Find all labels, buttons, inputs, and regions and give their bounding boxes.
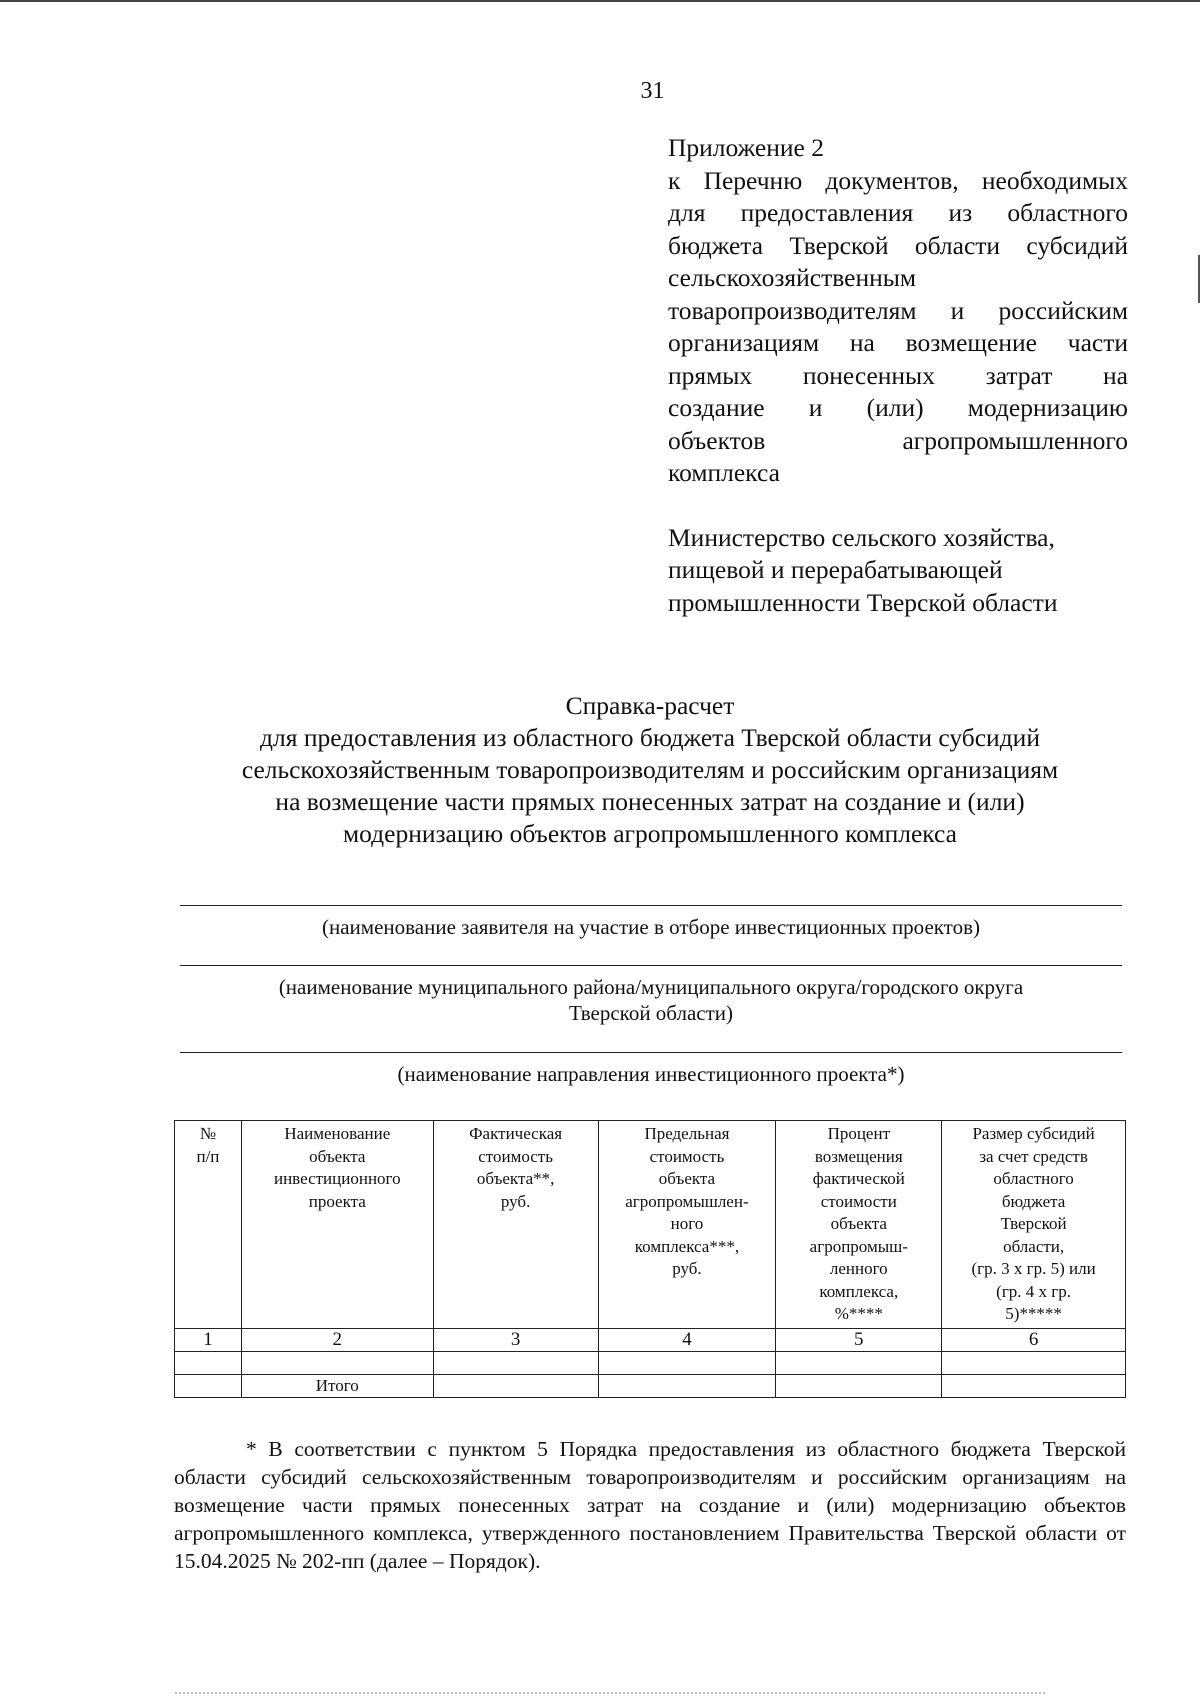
header-line: области, — [1003, 1236, 1065, 1256]
header-cell-subsidy — [942, 1121, 1126, 1329]
ministry-addressee — [668, 522, 1128, 620]
header-cell-limit-cost — [598, 1121, 776, 1329]
district-caption-line1: (наименование муниципального района/муниципального округа/городского округа — [278, 975, 1024, 999]
footnote-text: * В соответствии с пунктом 5 Порядка предоставления из областного бюджета Тверской области субсидий сельскохозяйственным товаропроизводителям и российским организациям на возмещение части прямых понесенных затрат на создание и (или) модернизацию объектов агропромышленного комплекса, утвержденного постановлением Правительства Тверской области от 15.04.2025 № 202-пп (далее – Порядок). — [174, 1437, 1126, 1573]
total-row — [175, 1374, 1126, 1397]
table-cell — [241, 1351, 433, 1374]
header-line: стоимость — [649, 1146, 725, 1166]
district-line — [180, 965, 1122, 966]
header-line: ного — [670, 1214, 704, 1233]
appendix-line: прямых понесенных затрат на — [668, 360, 1128, 390]
header-line: бюджета — [1001, 1191, 1066, 1211]
ministry-line: Министерство сельского хозяйства, — [668, 522, 1055, 552]
header-line: агропромыш- — [809, 1236, 908, 1256]
table-cell — [598, 1374, 776, 1397]
column-number: 1 — [175, 1328, 242, 1351]
column-number: 6 — [942, 1328, 1126, 1351]
header-line: (гр. 4 х гр. — [996, 1281, 1072, 1301]
table-cell — [942, 1351, 1126, 1374]
appendix-line: сельскохозяйственным — [668, 263, 917, 292]
header-line: Фактическая — [469, 1124, 563, 1143]
direction-line — [180, 1052, 1122, 1053]
page-number: 31 — [640, 78, 665, 104]
table-cell — [776, 1351, 942, 1374]
header-line: объекта — [309, 1146, 366, 1166]
header-line: возмещения — [814, 1146, 903, 1166]
header-line: объекта — [830, 1214, 887, 1233]
column-number: 3 — [433, 1328, 598, 1351]
appendix-block — [668, 132, 1128, 619]
direction-caption: (наименование направления инвестиционного проекта*) — [397, 1062, 905, 1086]
header-cell-actual-cost — [433, 1121, 598, 1329]
table-cell — [433, 1351, 598, 1374]
header-line: Наименование — [284, 1124, 391, 1143]
header-line: объекта — [658, 1169, 716, 1188]
calculation-table — [174, 1120, 1126, 1398]
document-title — [130, 690, 1170, 850]
header-line: Тверской — [1000, 1214, 1067, 1233]
district-caption-line2: Тверской области) — [568, 1001, 734, 1025]
title-heading: Справка-расчет — [565, 691, 735, 720]
header-line: стоимости — [820, 1191, 897, 1211]
column-numbers-row — [175, 1328, 1126, 1351]
appendix-line: объектов агропромышленного — [668, 425, 1128, 455]
column-number: 2 — [241, 1328, 433, 1351]
applicant-line — [180, 905, 1122, 906]
table-row — [175, 1351, 1126, 1374]
header-line: объекта**, — [476, 1169, 555, 1188]
district-field — [180, 965, 1122, 1026]
header-line: Размер субсидий — [972, 1124, 1095, 1143]
table-cell — [433, 1374, 598, 1397]
header-line: руб. — [500, 1191, 531, 1211]
table-cell — [175, 1374, 242, 1397]
ministry-line: пищевой и перерабатывающей — [668, 555, 1003, 584]
appendix-line: организациям на возмещение части — [668, 328, 1128, 357]
header-line: агропромышлен- — [625, 1191, 749, 1211]
header-line: (гр. 3 х гр. 5) или — [971, 1259, 1096, 1278]
footnote — [174, 1435, 1126, 1575]
appendix-line: создание и (или) модернизацию — [668, 393, 1128, 422]
header-line: за счет средств — [979, 1146, 1088, 1166]
ministry-line: промышленности Тверской области — [668, 587, 1058, 617]
header-line: Процент — [827, 1124, 891, 1143]
title-line: сельскохозяйственным товаропроизводителям и российским организациям — [241, 755, 1059, 784]
header-line: областного — [993, 1169, 1074, 1188]
table-cell — [598, 1351, 776, 1374]
title-line: модернизацию объектов агропромышленного комплекса — [343, 819, 957, 848]
column-number: 4 — [598, 1328, 776, 1351]
column-number: 5 — [776, 1328, 942, 1351]
header-cell-number — [175, 1121, 242, 1329]
header-line: инвестиционного — [273, 1169, 401, 1188]
header-line: фактической — [812, 1169, 905, 1188]
header-cell-percent — [776, 1121, 942, 1329]
header-line: ленного — [829, 1259, 888, 1278]
header-line: руб. — [672, 1259, 702, 1278]
header-line: %**** — [834, 1304, 883, 1323]
appendix-body — [668, 165, 1128, 490]
appendix-line: к Перечню документов, необходимых — [668, 165, 1128, 195]
table-header-row — [175, 1121, 1126, 1329]
scan-edge-top — [0, 0, 1200, 2]
appendix-caption: Приложение 2 — [668, 133, 824, 162]
total-label: Итого — [241, 1374, 433, 1397]
appendix-line: товаропроизводителям и российским — [668, 295, 1128, 325]
district-caption — [180, 974, 1122, 1026]
header-line: № — [199, 1124, 217, 1143]
header-line: комплекса***, — [634, 1236, 740, 1256]
title-line: на возмещение части прямых понесенных затрат на создание и (или) — [275, 787, 1025, 816]
direction-field — [180, 1052, 1122, 1087]
table-cell — [175, 1351, 242, 1374]
table-cell — [776, 1374, 942, 1397]
appendix-line: комплекса — [668, 458, 780, 487]
header-line: комплекса, — [819, 1281, 899, 1301]
header-line: стоимость — [478, 1146, 553, 1166]
header-cell-object-name — [241, 1121, 433, 1329]
header-line: 5)***** — [1005, 1304, 1062, 1323]
appendix-line: для предоставления из областного — [668, 198, 1128, 227]
table-cell — [942, 1374, 1126, 1397]
header-line: п/п — [196, 1146, 220, 1166]
scan-edge-bottom — [175, 1692, 1045, 1697]
applicant-field — [180, 905, 1122, 940]
appendix-line: бюджета Тверской области субсидий — [668, 230, 1128, 260]
title-line: для предоставления из областного бюджета Тверской области субсидий — [260, 723, 1040, 752]
applicant-caption: (наименование заявителя на участие в отборе инвестиционных проектов) — [322, 915, 980, 939]
header-line: Предельная — [644, 1124, 730, 1143]
header-line: проекта — [308, 1191, 366, 1211]
